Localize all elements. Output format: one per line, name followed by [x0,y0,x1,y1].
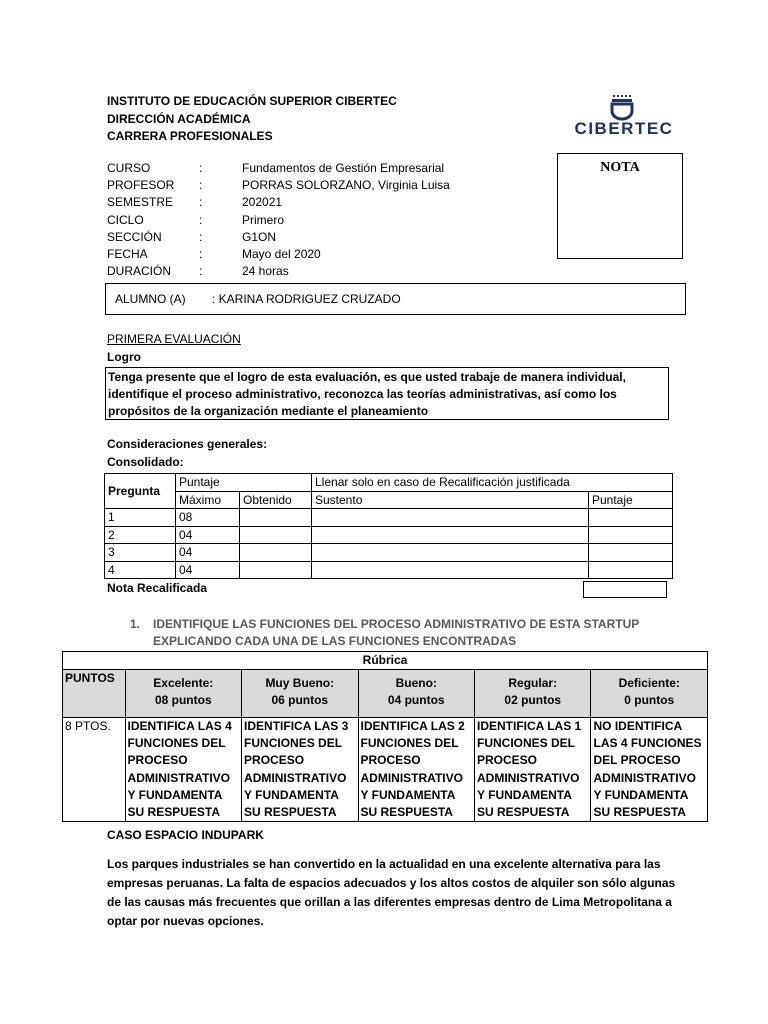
cell-maximo: 08 [176,509,240,527]
col-puntaje-recal: Puntaje [589,491,673,509]
cibertec-logo [574,94,674,142]
considerations-heading: Consideraciones generales: [107,437,268,451]
info-sep: : [199,264,203,279]
evaluation-title: PRIMERA EVALUACIÓN [107,332,241,346]
info-value: PORRAS SOLORZANO, Virginia Luisa [242,178,450,193]
info-key: FECHA [107,247,148,262]
rubric-description: IDENTIFICA LAS 3 FUNCIONES DEL PROCESO ADMINISTRATIVO Y FUNDAMENTA SU RESPUESTA [242,718,358,822]
info-sep: : [199,229,203,244]
info-value: G1ON [242,229,277,244]
cell-obtenido[interactable] [240,544,312,562]
info-sep: : [199,195,203,210]
info-key: CURSO [107,161,151,175]
logo-text: CIBERTEC [574,119,674,138]
logro-box: Tenga presente que el logro de esta evaluación, es que usted trabaje de manera individual, identifique el proceso administrativo, reconozca las teorías administrativas, así como los propósitos de la organización mediante el planeamiento [105,367,669,420]
table-row [105,509,673,527]
cell-maximo: 04 [176,526,240,544]
col-puntaje: Puntaje [176,474,312,492]
cell-sustento[interactable] [312,544,589,562]
info-key: SEMESTRE [107,195,174,210]
cell-pregunta: 4 [105,561,176,579]
question-text: IDENTIFIQUE LAS FUNCIONES DEL PROCESO ADMINISTRATIVO DE ESTA STARTUP EXPLICANDO CADA UNA DE LAS FUNCIONES ENCONTRADAS [153,617,640,648]
rubric-description: IDENTIFICA LAS 1 FUNCIONES DEL PROCESO ADMINISTRATIVO Y FUNDAMENTA SU RESPUESTA [475,718,591,822]
nota-box [557,153,683,259]
consolidated-table [104,473,673,579]
info-row-duracion [107,263,450,280]
info-value: Mayo del 2020 [242,247,321,262]
rubric-row-points: 8 PTOS. [63,718,126,822]
rubric-description: IDENTIFICA LAS 4 FUNCIONES DEL PROCESO ADMINISTRATIVO Y FUNDAMENTA SU RESPUESTA [125,718,241,822]
nota-recalificada-label: Nota Recalificada [107,581,208,595]
document-header [107,93,397,146]
info-row-profesor [107,177,450,194]
info-row-ciclo [107,212,450,229]
info-key: CICLO [107,212,144,227]
cell-puntaje[interactable] [589,561,673,579]
table-row [105,474,673,492]
header-institute: INSTITUTO DE EDUCACIÓN SUPERIOR CIBERTEC [107,94,397,108]
info-sep: : [199,178,203,193]
header-career: CARRERA PROFESIONALES [107,129,273,143]
table-row [105,544,673,562]
table-row [63,652,708,670]
level-name: Regular: [508,676,558,690]
level-points: 06 puntos [271,693,329,707]
table-row [105,491,673,509]
col-maximo: Máximo [176,491,240,509]
col-sustento: Sustento [312,491,589,509]
nota-recalificada-box[interactable] [583,581,667,598]
col-pregunta: Pregunta [105,474,176,509]
rubric-description: NO IDENTIFICA LAS 4 FUNCIONES DEL PROCESO ADMINISTRATIVO Y FUNDAMENTA SU RESPUESTA [591,718,708,822]
cell-sustento[interactable] [312,509,589,527]
info-key: DURACIÓN [107,264,172,279]
cell-obtenido[interactable] [240,561,312,579]
cell-pregunta: 3 [105,544,176,562]
info-sep: : [199,161,203,175]
cell-maximo: 04 [176,544,240,562]
rubric-level-header [358,670,474,718]
rubric-level-header [591,670,708,718]
rubric-level-header [475,670,591,718]
info-row-semestre [107,194,450,211]
table-row [105,526,673,544]
logro-heading: Logro [107,350,141,364]
case-title: CASO ESPACIO INDUPARK [107,828,264,842]
rubric-table [62,651,708,822]
cell-maximo: 04 [176,561,240,579]
level-points: 04 puntos [387,693,445,707]
nota-label: NOTA [600,160,640,175]
level-points: 08 puntos [154,693,212,707]
cell-pregunta: 1 [105,509,176,527]
question-number: 1. [130,617,141,631]
cell-sustento[interactable] [312,561,589,579]
table-row [105,561,673,579]
student-name: : KARINA RODRIGUEZ CRUZADO [212,292,401,306]
level-name: Excelente: [153,676,214,690]
info-value: Fundamentos de Gestión Empresarial [242,161,445,175]
table-row [63,670,708,718]
cell-puntaje[interactable] [589,509,673,527]
rubric-puntos-header: PUNTOS [63,670,126,718]
cell-obtenido[interactable] [240,509,312,527]
info-key: PROFESOR [107,178,175,193]
info-sep: : [199,247,203,262]
cell-obtenido[interactable] [240,526,312,544]
consolidated-heading: Consolidado: [107,455,184,469]
col-obtenido: Obtenido [240,491,312,509]
level-name: Deficiente: [618,676,680,690]
cell-puntaje[interactable] [589,526,673,544]
cell-puntaje[interactable] [589,544,673,562]
course-info [107,160,450,280]
cell-pregunta: 2 [105,526,176,544]
student-box [105,283,686,315]
student-label: ALUMNO (A) [115,292,186,306]
info-row-curso [107,160,450,177]
rubric-title: Rúbrica [63,652,708,670]
level-name: Bueno: [395,676,437,690]
level-points: 0 puntos [624,693,675,707]
header-direction: DIRECCIÓN ACADÉMICA [107,111,251,126]
info-value: Primero [242,212,285,227]
info-key: SECCIÓN [107,229,162,244]
info-row-fecha [107,246,450,263]
rubric-description: IDENTIFICA LAS 2 FUNCIONES DEL PROCESO ADMINISTRATIVO Y FUNDAMENTA SU RESPUESTA [358,718,474,822]
col-recalificacion: Llenar solo en caso de Recalificación justificada [312,474,673,492]
table-row [63,718,708,822]
info-value: 24 horas [242,264,289,279]
level-points: 02 puntos [504,693,562,707]
rubric-level-header [242,670,358,718]
case-body: Los parques industriales se han convertido en la actualidad en una excelente alternativa para las empresas peruanas. La falta de espacios adecuados y los altos costos de alquiler son sólo algunas de las causas más frecuentes que orillan a las diferentes empresas dentro de Lima Metropolitana a optar por nuevas opciones. [107,857,676,928]
cell-sustento[interactable] [312,526,589,544]
rubric-level-header [125,670,241,718]
level-name: Muy Bueno: [265,676,335,690]
info-sep: : [199,212,203,227]
info-row-seccion [107,229,450,246]
info-value: 202021 [242,195,283,210]
